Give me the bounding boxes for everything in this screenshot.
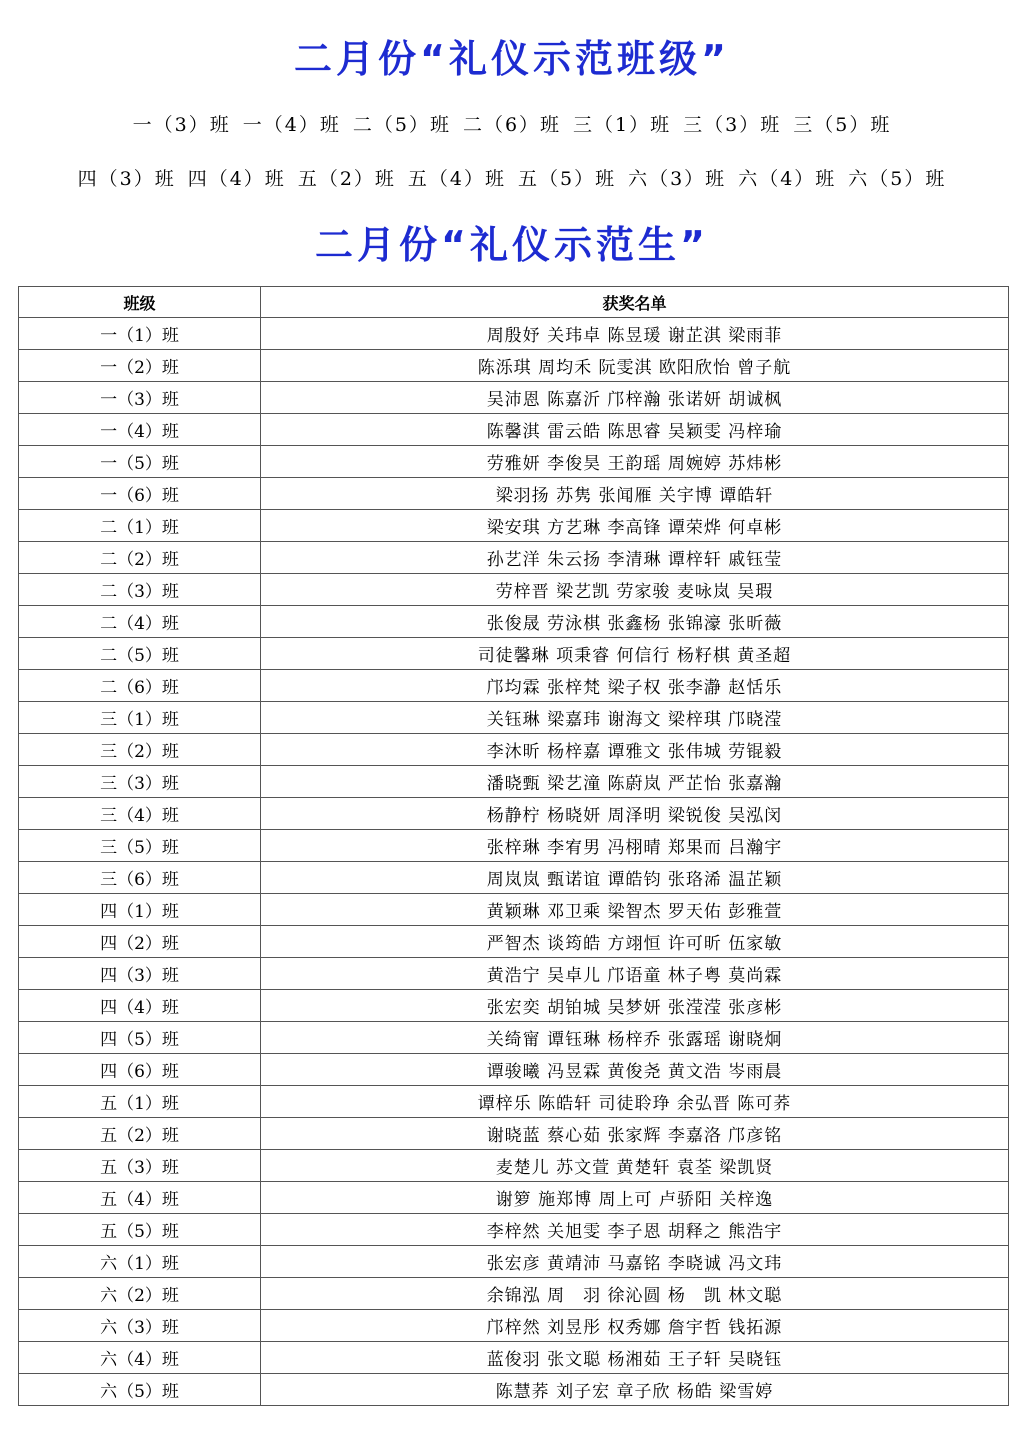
award-names-cell: 谢箩 施郑博 周上可 卢骄阳 关梓逸: [261, 1182, 1009, 1214]
table-row: [19, 926, 1009, 958]
model-class-item: 四（3）班: [77, 168, 176, 190]
award-names-cell: 李梓然 关旭雯 李子恩 胡释之 熊浩宇: [261, 1214, 1009, 1246]
award-names-cell: 孙艺洋 朱云扬 李清琳 谭梓轩 戚钰莹: [261, 542, 1009, 574]
class-cell: 四（1）班: [19, 894, 261, 926]
award-names-cell: 关绮甯 谭钰琳 杨梓乔 张露瑶 谢晓炯: [261, 1022, 1009, 1054]
table-row: [19, 638, 1009, 670]
table-row: [19, 1054, 1009, 1086]
award-names-cell: 周殷妤 关玮卓 陈昱瑗 谢芷淇 梁雨菲: [261, 318, 1009, 350]
table-header-row: [19, 287, 1009, 318]
class-cell: 三（1）班: [19, 702, 261, 734]
table-row: [19, 318, 1009, 350]
table-row: [19, 1374, 1009, 1406]
class-cell: 二（2）班: [19, 542, 261, 574]
table-row: [19, 734, 1009, 766]
class-cell: 一（5）班: [19, 446, 261, 478]
award-names-cell: 张俊晟 劳泳棋 张鑫杨 张锦濠 张昕薇: [261, 606, 1009, 638]
model-class-item: 三（3）班: [683, 114, 782, 136]
class-cell: 一（6）班: [19, 478, 261, 510]
model-class-item: 六（5）班: [848, 168, 947, 190]
model-classes-row-2: [0, 165, 1024, 193]
class-cell: 二（1）班: [19, 510, 261, 542]
class-cell: 六（4）班: [19, 1342, 261, 1374]
header-class: 班级: [19, 287, 261, 318]
table-row: [19, 1182, 1009, 1214]
table-row: [19, 670, 1009, 702]
table-row: [19, 798, 1009, 830]
model-class-item: 五（2）班: [297, 168, 396, 190]
award-names-cell: 蓝俊羽 张文聪 杨湘茹 王子轩 吴晓钰: [261, 1342, 1009, 1374]
award-names-cell: 陈馨淇 雷云皓 陈思睿 吴颖雯 冯梓瑜: [261, 414, 1009, 446]
class-cell: 三（2）班: [19, 734, 261, 766]
award-names-cell: 黄浩宁 吴卓儿 邝语童 林子粤 莫尚霖: [261, 958, 1009, 990]
header-award-list: 获奖名单: [261, 287, 1009, 318]
class-cell: 二（4）班: [19, 606, 261, 638]
model-class-item: 一（3）班: [132, 114, 231, 136]
class-cell: 四（3）班: [19, 958, 261, 990]
model-class-item: 二（6）班: [462, 114, 562, 136]
class-cell: 五（4）班: [19, 1182, 261, 1214]
table-row: [19, 510, 1009, 542]
table-row: [19, 350, 1009, 382]
class-cell: 二（3）班: [19, 574, 261, 606]
table-row: [19, 1214, 1009, 1246]
award-names-cell: 梁安琪 方艺琳 李高锋 谭荣烨 何卓彬: [261, 510, 1009, 542]
class-cell: 六（5）班: [19, 1374, 261, 1406]
class-cell: 五（2）班: [19, 1118, 261, 1150]
award-names-cell: 黄颖琳 邓卫乘 梁智杰 罗天佑 彭雅萱: [261, 894, 1009, 926]
class-cell: 三（4）班: [19, 798, 261, 830]
class-cell: 四（2）班: [19, 926, 261, 958]
award-names-cell: 劳梓晋 梁艺凯 劳家骏 麦咏岚 吴瑕: [261, 574, 1009, 606]
table-row: [19, 542, 1009, 574]
award-names-cell: 关钰琳 梁嘉玮 谢海文 梁梓琪 邝晓滢: [261, 702, 1009, 734]
model-class-item: 一（4）班: [242, 114, 341, 136]
class-cell: 六（3）班: [19, 1310, 261, 1342]
model-class-item: 三（1）班: [573, 114, 672, 136]
award-names-cell: 谢晓蓝 蔡心茹 张家辉 李嘉洛 邝彦铭: [261, 1118, 1009, 1150]
table-row: [19, 1150, 1009, 1182]
table-row: [19, 1310, 1009, 1342]
class-cell: 一（1）班: [19, 318, 261, 350]
table-row: [19, 894, 1009, 926]
page-title-model-classes: 二月份“礼仪示范班级”: [294, 37, 730, 81]
award-names-cell: 陈慧荞 刘子宏 章子欣 杨皓 梁雪婷: [261, 1374, 1009, 1406]
class-cell: 六（1）班: [19, 1246, 261, 1278]
table-row: [19, 1118, 1009, 1150]
table-row: [19, 1246, 1009, 1278]
table-row: [19, 766, 1009, 798]
class-cell: 一（4）班: [19, 414, 261, 446]
award-names-cell: 谭梓乐 陈皓轩 司徒聆琤 余弘晋 陈可荞: [261, 1086, 1009, 1118]
table-row: [19, 606, 1009, 638]
award-names-cell: 张宏彦 黄靖沛 马嘉铭 李晓诚 冯文玮: [261, 1246, 1009, 1278]
class-cell: 五（3）班: [19, 1150, 261, 1182]
class-cell: 四（4）班: [19, 990, 261, 1022]
model-class-item: 六（4）班: [738, 168, 837, 190]
award-names-cell: 吴沛恩 陈嘉沂 邝梓瀚 张诺妍 胡诚枫: [261, 382, 1009, 414]
table-row: [19, 414, 1009, 446]
model-class-item: 三（5）班: [793, 114, 892, 136]
model-class-item: 五（4）班: [407, 168, 506, 190]
award-names-cell: 张宏奕 胡铂城 吴梦妍 张滢滢 张彦彬: [261, 990, 1009, 1022]
table-row: [19, 382, 1009, 414]
award-names-cell: 邝梓然 刘昱彤 权秀娜 詹宇哲 钱拓源: [261, 1310, 1009, 1342]
page-title-model-students: 二月份“礼仪示范生”: [315, 223, 709, 267]
table-row: [19, 702, 1009, 734]
class-cell: 三（6）班: [19, 862, 261, 894]
award-names-cell: 杨静柠 杨晓妍 周泽明 梁锐俊 吴泓闵: [261, 798, 1009, 830]
award-names-cell: 邝均霖 张梓梵 梁子权 张李瀞 赵恬乐: [261, 670, 1009, 702]
table-row: [19, 990, 1009, 1022]
model-classes-row-1: [0, 111, 1024, 139]
award-names-cell: 麦楚儿 苏文萱 黄楚轩 袁荃 梁凯贤: [261, 1150, 1009, 1182]
award-names-cell: 梁羽扬 苏隽 张闻雁 关宇博 谭皓轩: [261, 478, 1009, 510]
class-cell: 三（5）班: [19, 830, 261, 862]
table-row: [19, 574, 1009, 606]
model-class-item: 四（4）班: [187, 168, 286, 190]
class-cell: 四（5）班: [19, 1022, 261, 1054]
table-row: [19, 862, 1009, 894]
table-row: [19, 1278, 1009, 1310]
award-names-cell: 劳雅妍 李俊昊 王韵瑶 周婉婷 苏炜彬: [261, 446, 1009, 478]
table-row: [19, 446, 1009, 478]
model-class-item: 五（5）班: [518, 168, 617, 190]
class-cell: 五（5）班: [19, 1214, 261, 1246]
award-names-cell: 潘晓甄 梁艺潼 陈蔚岚 严芷怡 张嘉瀚: [261, 766, 1009, 798]
award-names-cell: 谭骏曦 冯昱霖 黄俊尧 黄文浩 岑雨晨: [261, 1054, 1009, 1086]
award-names-cell: 周岚岚 甄诺谊 谭皓钧 张珞浠 温芷颖: [261, 862, 1009, 894]
award-names-cell: 司徒馨琳 项秉睿 何信行 杨籽棋 黄圣超: [261, 638, 1009, 670]
table-row: [19, 1022, 1009, 1054]
class-cell: 一（2）班: [19, 350, 261, 382]
table-row: [19, 958, 1009, 990]
table-row: [19, 1342, 1009, 1374]
table-row: [19, 478, 1009, 510]
table-row: [19, 830, 1009, 862]
table-row: [19, 1086, 1009, 1118]
awards-table-body: [19, 318, 1009, 1406]
model-class-item: 二（5）班: [352, 114, 451, 136]
class-cell: 六（2）班: [19, 1278, 261, 1310]
class-cell: 二（6）班: [19, 670, 261, 702]
award-names-cell: 李沐昕 杨梓嘉 谭雅文 张伟城 劳锟毅: [261, 734, 1009, 766]
class-cell: 三（3）班: [19, 766, 261, 798]
award-names-cell: 张梓琳 李宥男 冯栩晴 郑果而 吕瀚宇: [261, 830, 1009, 862]
awards-table: [18, 286, 1009, 1406]
class-cell: 二（5）班: [19, 638, 261, 670]
class-cell: 五（1）班: [19, 1086, 261, 1118]
class-cell: 四（6）班: [19, 1054, 261, 1086]
award-names-cell: 余锦泓 周 羽 徐沁圆 杨 凯 林文聪: [261, 1278, 1009, 1310]
award-names-cell: 严智杰 谈筠皓 方翊恒 许可昕 伍家敏: [261, 926, 1009, 958]
award-names-cell: 陈泺琪 周均禾 阮雯淇 欧阳欣怡 曾子航: [261, 350, 1009, 382]
class-cell: 一（3）班: [19, 382, 261, 414]
model-class-item: 六（3）班: [628, 168, 727, 190]
